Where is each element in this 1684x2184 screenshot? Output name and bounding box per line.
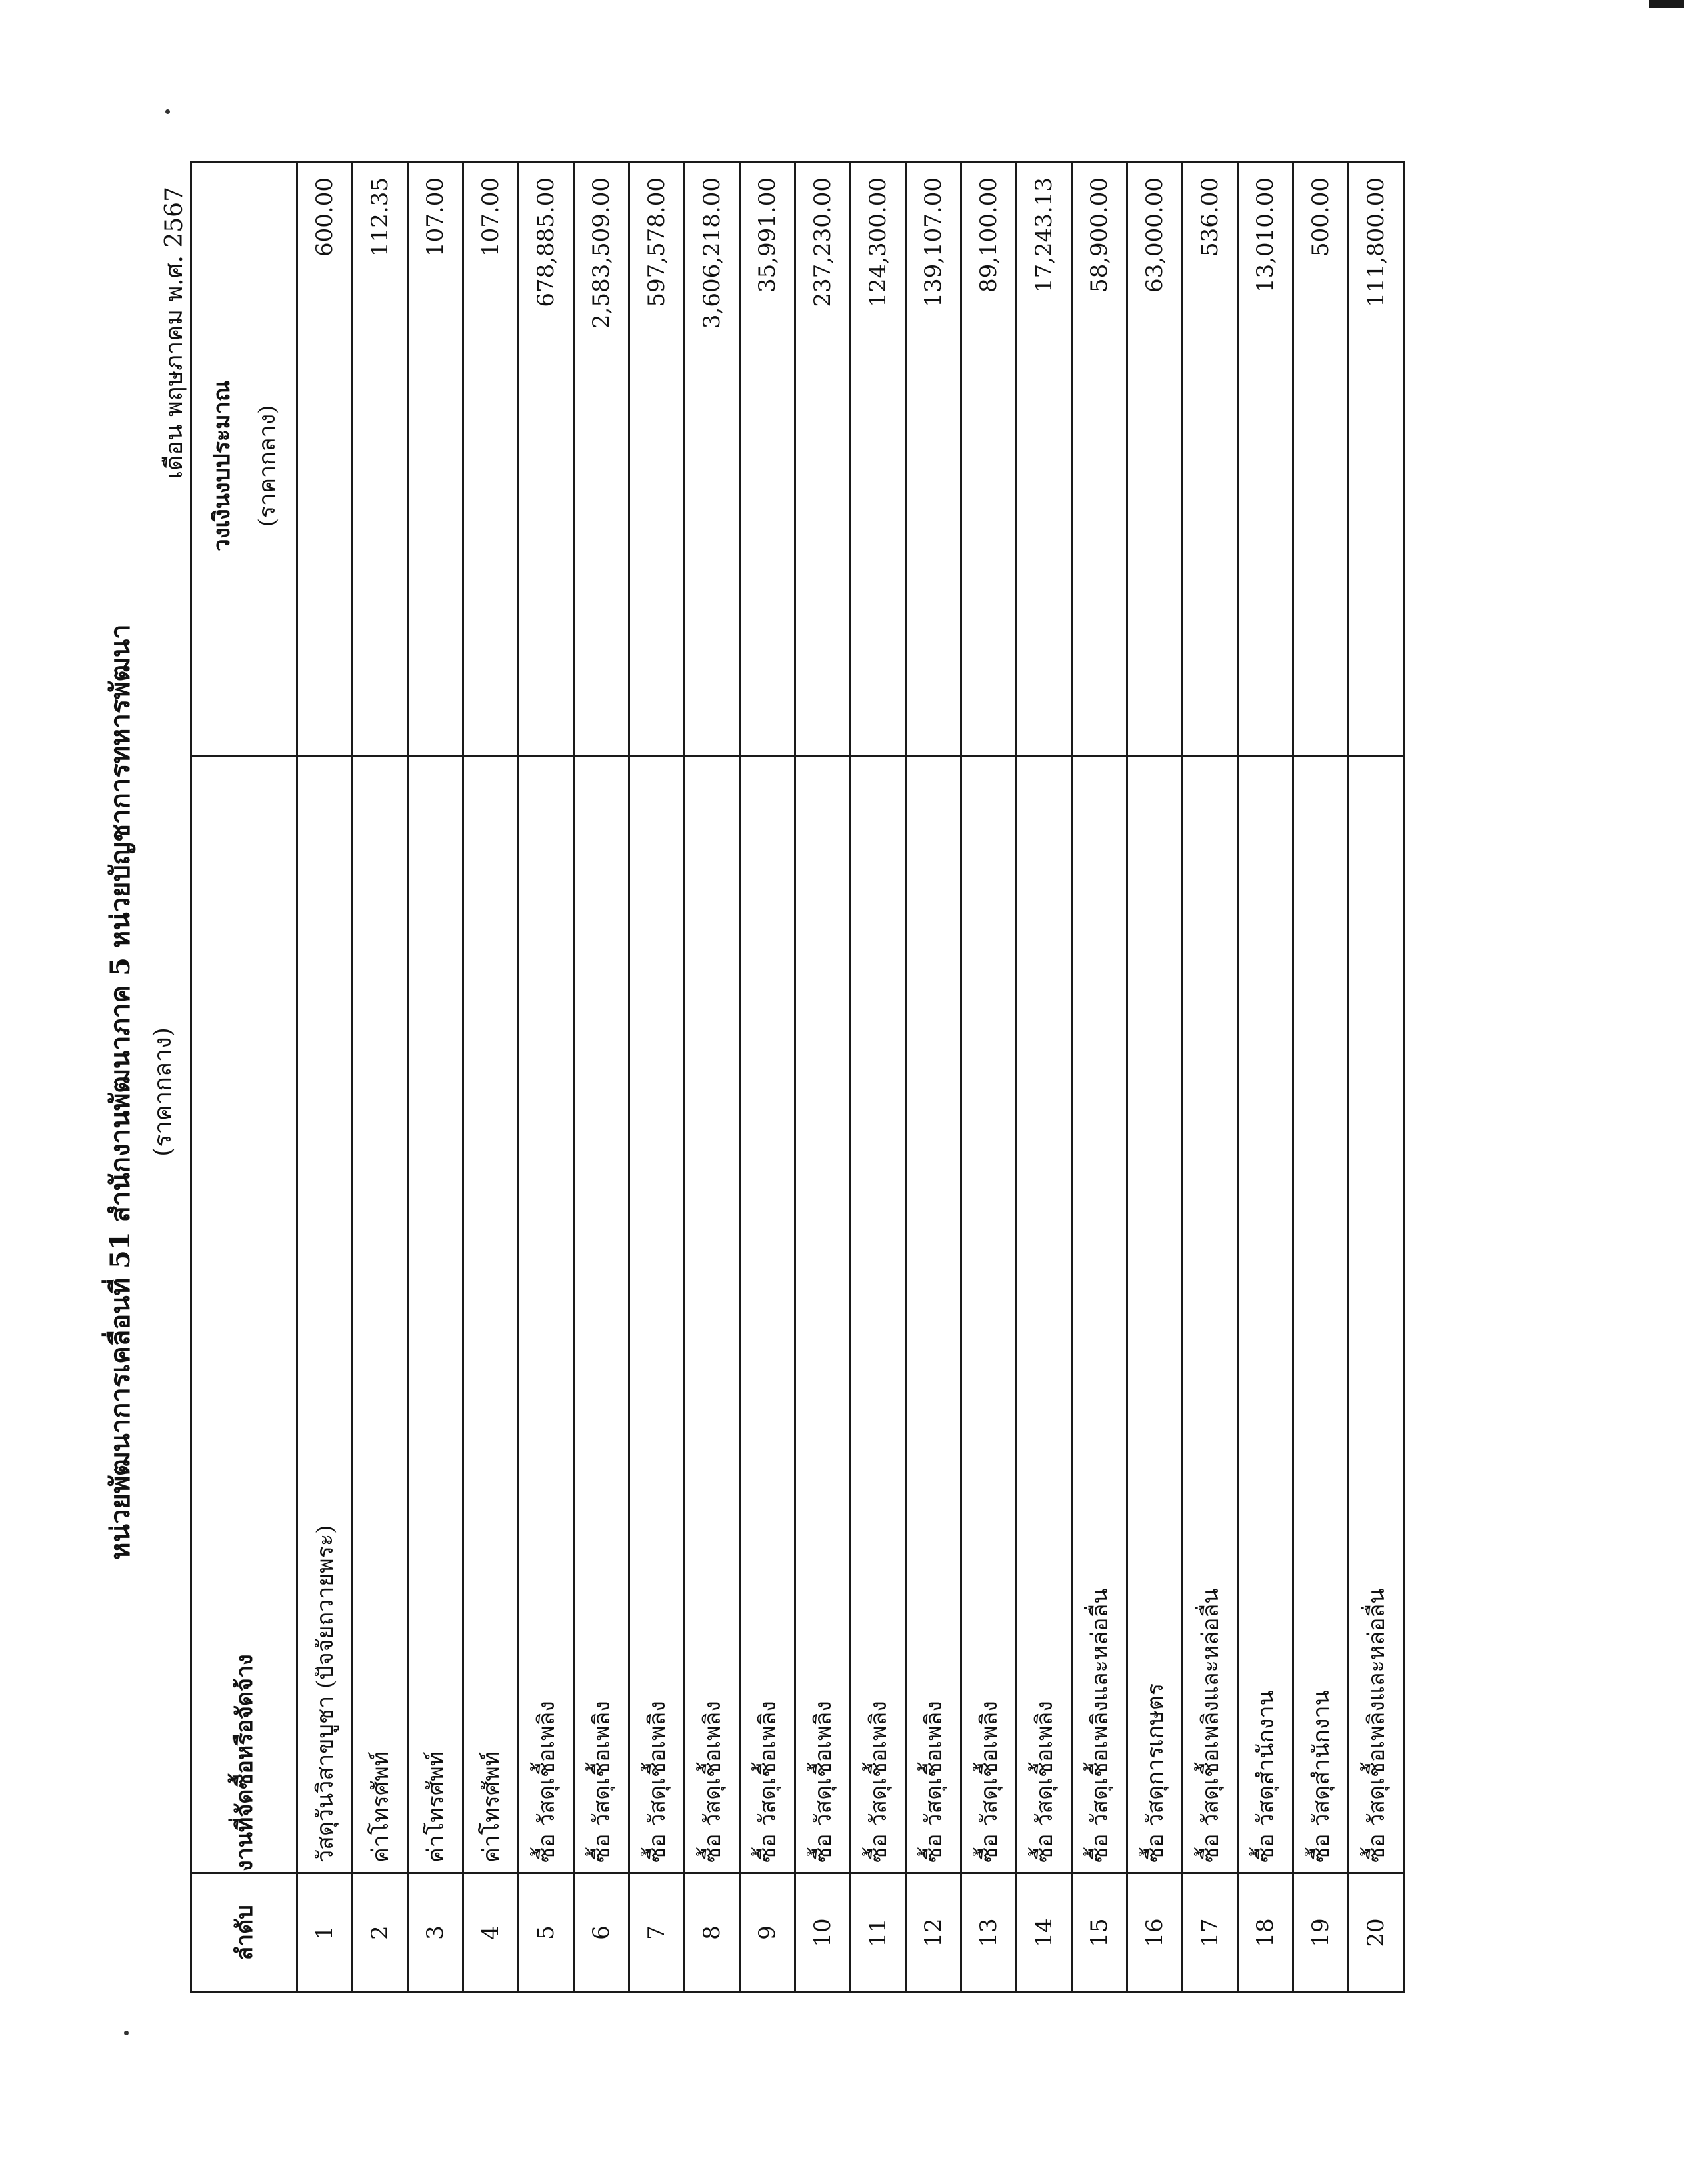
row-amount: 17,243.13 bbox=[1017, 162, 1072, 757]
row-amount: 107.00 bbox=[408, 162, 463, 757]
row-number: 9 bbox=[740, 1873, 795, 1993]
row-item: ซื้อ วัสดุเชื้อเพลิง bbox=[740, 757, 795, 1873]
row-amount: 89,100.00 bbox=[961, 162, 1017, 757]
table-row bbox=[574, 162, 629, 1993]
row-amount: 2,583,509.00 bbox=[574, 162, 629, 757]
table-header-row bbox=[191, 162, 297, 1993]
row-item: ซื้อ วัสดุสำนักงาน bbox=[1238, 757, 1293, 1873]
row-item: ซื้อ วัสดุเชื้อเพลิง bbox=[851, 757, 906, 1873]
row-number: 10 bbox=[795, 1873, 851, 1993]
table-row bbox=[1072, 162, 1127, 1993]
row-number: 17 bbox=[1183, 1873, 1238, 1993]
table-row bbox=[1127, 162, 1183, 1993]
row-number: 3 bbox=[408, 1873, 463, 1993]
table-row bbox=[1349, 162, 1404, 1993]
row-amount: 111,800.00 bbox=[1349, 162, 1404, 757]
table-row bbox=[519, 162, 574, 1993]
table-row bbox=[795, 162, 851, 1993]
table-row bbox=[1183, 162, 1238, 1993]
row-amount: 13,010.00 bbox=[1238, 162, 1293, 757]
row-item: ค่าโทรศัพท์ bbox=[353, 757, 408, 1873]
row-item: ซื้อ วัสดุการเกษตร bbox=[1127, 757, 1183, 1873]
row-number: 4 bbox=[463, 1873, 519, 1993]
document-month: เดือน พฤษภาคม พ.ศ. 2567 bbox=[161, 187, 188, 479]
row-item: ซื้อ วัสดุเชื้อเพลิง bbox=[629, 757, 685, 1873]
row-amount: 237,230.00 bbox=[795, 162, 851, 757]
header-amount-label: วงเงินงบประมาณ bbox=[209, 380, 235, 552]
row-item: ซื้อ วัสดุเชื้อเพลิง bbox=[1017, 757, 1072, 1873]
row-item: ค่าโทรศัพท์ bbox=[408, 757, 463, 1873]
row-amount: 600.00 bbox=[297, 162, 353, 757]
row-number: 16 bbox=[1127, 1873, 1183, 1993]
table-row bbox=[740, 162, 795, 1993]
row-item: ซื้อ วัสดุเชื้อเพลิง bbox=[906, 757, 961, 1873]
header-amount-sub: (ราคากลาง) bbox=[254, 405, 281, 527]
document-title: หน่วยพัฒนาการเคลื่อนที่ 51 สำนักงานพัฒนาภาค 5 หน่วยบัญชาการทหารพัฒนา bbox=[105, 624, 136, 1560]
table-row bbox=[353, 162, 408, 1993]
row-number: 19 bbox=[1293, 1873, 1349, 1993]
row-number: 18 bbox=[1238, 1873, 1293, 1993]
table-row bbox=[961, 162, 1017, 1993]
table-row bbox=[1017, 162, 1072, 1993]
row-number: 1 bbox=[297, 1873, 353, 1993]
document-subtitle: (ราคากลาง) bbox=[149, 1027, 177, 1157]
row-item: ค่าโทรศัพท์ bbox=[463, 757, 519, 1873]
table-row bbox=[851, 162, 906, 1993]
row-item: ซื้อ วัสดุเชื้อเพลิง bbox=[685, 757, 740, 1873]
row-number: 6 bbox=[574, 1873, 629, 1993]
row-number: 15 bbox=[1072, 1873, 1127, 1993]
header-amount bbox=[191, 162, 297, 757]
row-item: ซื้อ วัสดุเชื้อเพลิงและหล่อลื่น bbox=[1072, 757, 1127, 1873]
row-item: ซื้อ วัสดุเชื้อเพลิง bbox=[961, 757, 1017, 1873]
row-item: ซื้อ วัสดุเชื้อเพลิง bbox=[574, 757, 629, 1873]
row-amount: 107.00 bbox=[463, 162, 519, 757]
row-amount: 124,300.00 bbox=[851, 162, 906, 757]
row-item: วัสดุวันวิสาขบูชา (ปัจจัยถวายพระ) bbox=[297, 757, 353, 1873]
row-item: ซื้อ วัสดุเชื้อเพลิง bbox=[519, 757, 574, 1873]
row-amount: 678,885.00 bbox=[519, 162, 574, 757]
row-item: ซื้อ วัสดุสำนักงาน bbox=[1293, 757, 1349, 1873]
header-item: งานที่จัดซื้อหรือจัดจ้าง bbox=[191, 757, 297, 1873]
row-amount: 3,606,218.00 bbox=[685, 162, 740, 757]
header-no: ลำดับ bbox=[191, 1873, 297, 1993]
row-amount: 597,578.00 bbox=[629, 162, 685, 757]
row-number: 13 bbox=[961, 1873, 1017, 1993]
table-row bbox=[408, 162, 463, 1993]
row-number: 14 bbox=[1017, 1873, 1072, 1993]
row-item: ซื้อ วัสดุเชื้อเพลิงและหล่อลื่น bbox=[1183, 757, 1238, 1873]
row-number: 7 bbox=[629, 1873, 685, 1993]
table-row bbox=[685, 162, 740, 1993]
row-amount: 112.35 bbox=[353, 162, 408, 757]
row-number: 2 bbox=[353, 1873, 408, 1993]
row-amount: 536.00 bbox=[1183, 162, 1238, 757]
row-amount: 63,000.00 bbox=[1127, 162, 1183, 757]
table-row bbox=[629, 162, 685, 1993]
row-amount: 500.00 bbox=[1293, 162, 1349, 757]
table-row bbox=[1293, 162, 1349, 1993]
table-row bbox=[906, 162, 961, 1993]
table-row bbox=[463, 162, 519, 1993]
row-number: 20 bbox=[1349, 1873, 1404, 1993]
table-row bbox=[1238, 162, 1293, 1993]
row-number: 11 bbox=[851, 1873, 906, 1993]
row-item: ซื้อ วัสดุเชื้อเพลิงและหล่อลื่น bbox=[1349, 757, 1404, 1873]
row-number: 8 bbox=[685, 1873, 740, 1993]
row-number: 12 bbox=[906, 1873, 961, 1993]
table-row bbox=[297, 162, 353, 1993]
row-amount: 139,107.00 bbox=[906, 162, 961, 757]
table-body bbox=[297, 162, 1404, 1993]
row-amount: 58,900.00 bbox=[1072, 162, 1127, 757]
row-amount: 35,991.00 bbox=[740, 162, 795, 757]
procurement-table bbox=[190, 161, 1405, 1993]
row-item: ซื้อ วัสดุเชื้อเพลิง bbox=[795, 757, 851, 1873]
row-number: 5 bbox=[519, 1873, 574, 1993]
